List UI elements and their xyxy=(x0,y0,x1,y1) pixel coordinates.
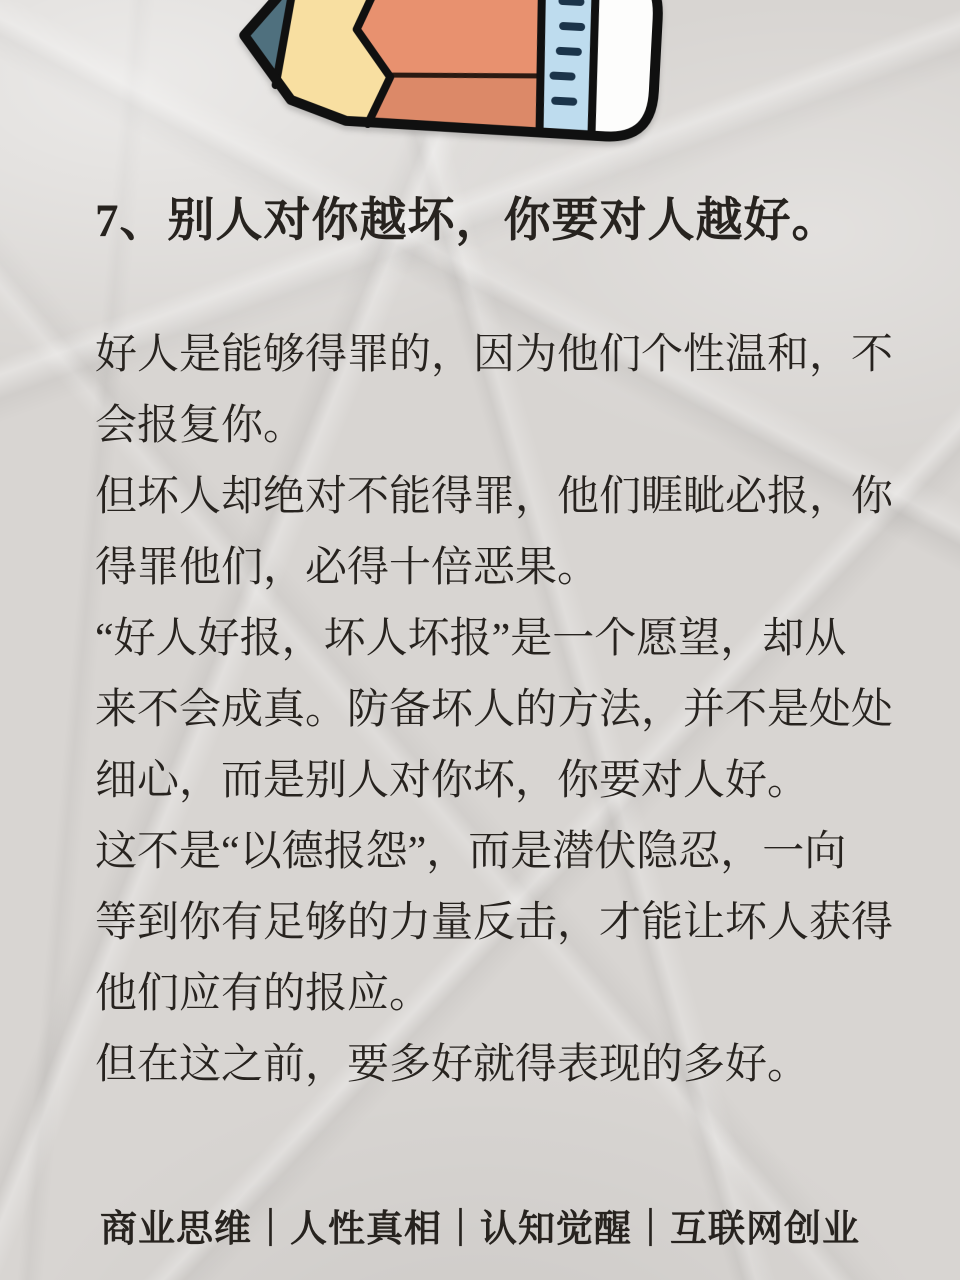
pencil-ferrule-dash xyxy=(559,22,585,31)
body-text xyxy=(95,320,894,1101)
body-line: 等到你有足够的力量反击，才能让坏人获得 xyxy=(95,900,894,946)
body-line: 会报复你。 xyxy=(95,403,306,449)
footer-tags: 商业思维｜人性真相｜认知觉醒｜互联网创业 xyxy=(100,1209,860,1250)
body-line: 好人是能够得罪的，因为他们个性温和，不 xyxy=(95,332,894,378)
body-line: 得罪他们，必得十倍恶果。 xyxy=(95,545,600,591)
pencil-ferrule-dash xyxy=(556,47,582,56)
body-line: 这不是“以德报怨”，而是潜伏隐忍，一向 xyxy=(95,829,847,875)
body-line: “好人好报，坏人坏报”是一个愿望，却从 xyxy=(95,616,847,662)
body-line: 但坏人却绝对不能得罪，他们睚眦必报，你 xyxy=(95,474,894,520)
body-line: 细心，而是别人对你坏，你要对人好。 xyxy=(95,758,810,804)
body-line: 来不会成真。防备坏人的方法，并不是处处 xyxy=(95,687,894,733)
pencil-ferrule-dash xyxy=(551,97,577,106)
body-line: 但在这之前，要多好就得表现的多好。 xyxy=(95,1042,810,1088)
pencil-icon xyxy=(227,0,666,151)
body-line: 他们应有的报应。 xyxy=(95,971,432,1017)
page-title: 7、别人对你越坏，你要对人越好。 xyxy=(95,195,840,247)
pencil-ferrule-dash xyxy=(549,71,575,80)
pencil-illustration xyxy=(227,0,666,151)
